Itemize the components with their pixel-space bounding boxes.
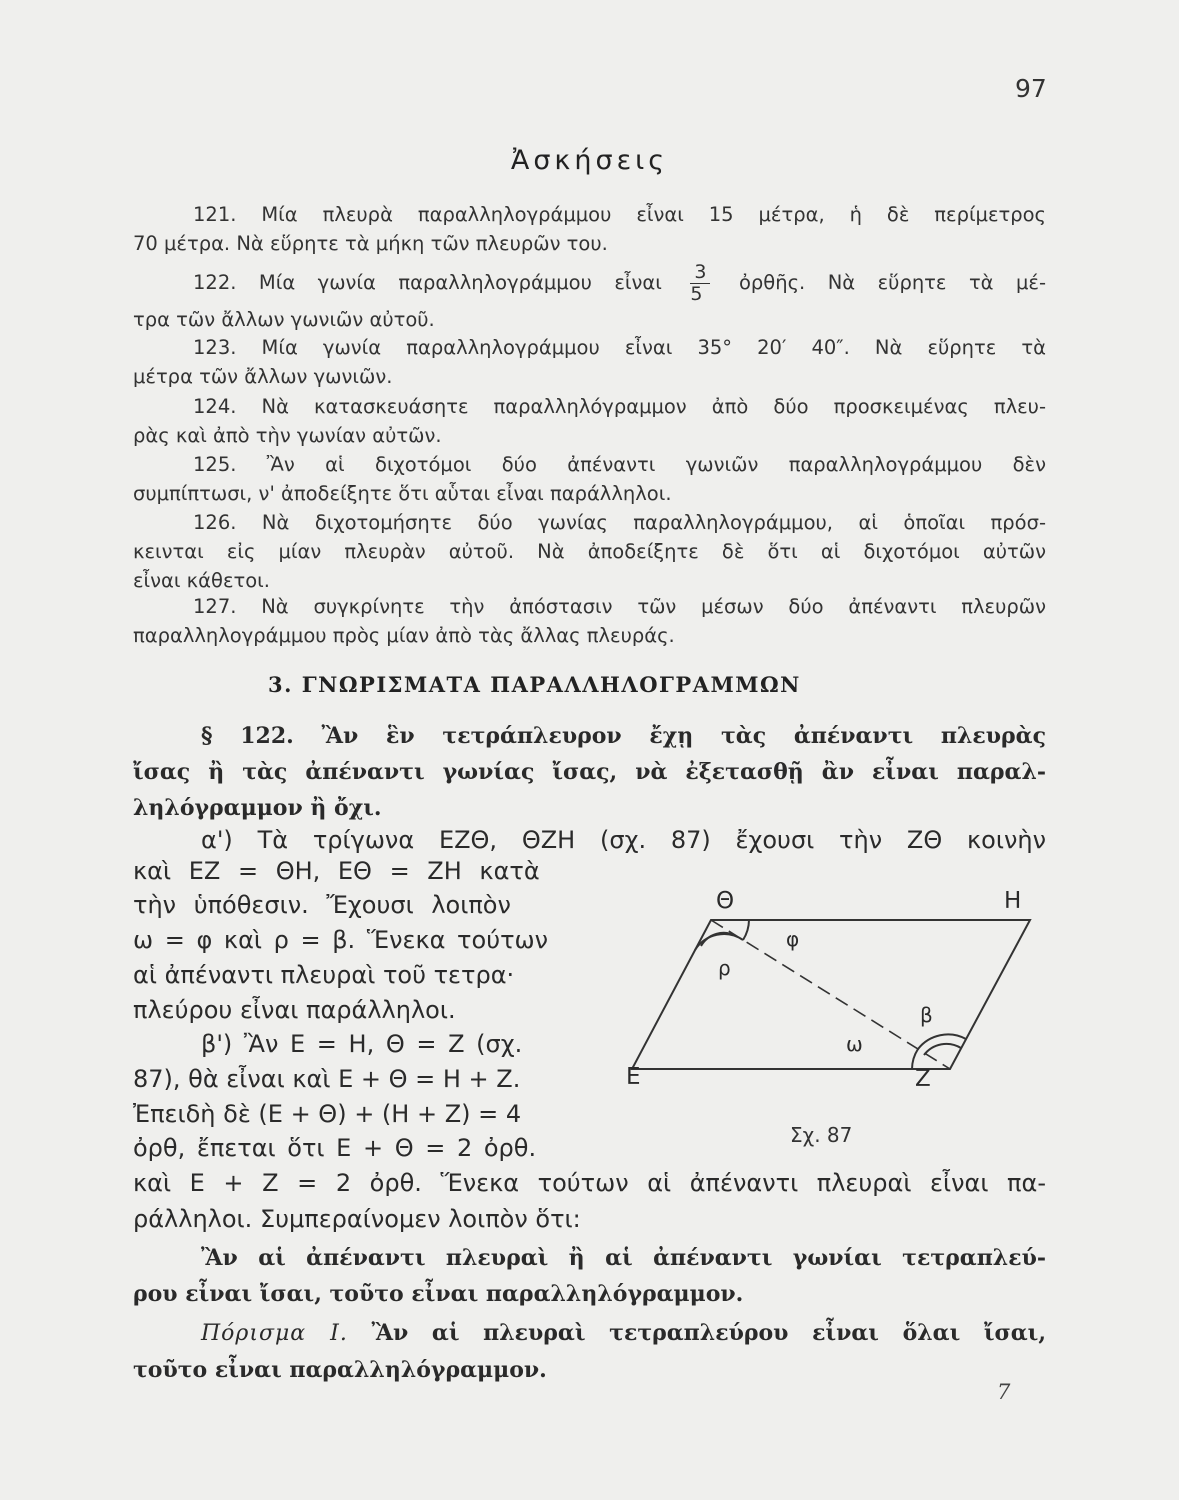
proof-line-a5: αἱ ἀπέναντι πλευραὶ τοῦ τετρα· [133,961,515,989]
exercise-line: 124. Νὰ κατασκευάσητε παραλληλόγραμμον ἀπὸ δύο προσκειμένας πλευ- [193,395,1046,418]
theorem-line: § 122. Ἂν ἓν τετράπλευρον ἔχῃ τὰς ἀπέναντι πλευρὰς [201,723,1046,749]
proof-text: ράλληλοι. Συμπεραίνομεν λοιπὸν ὅτι: [133,1205,581,1233]
proof-text: καὶ Ε + Ζ = 2 ὀρθ. Ἕνεκα τούτων αἱ ἀπέναντι πλευραὶ εἶναι πα- [133,1169,1046,1197]
exercise-line: μέτρα τῶν ἄλλων γωνιῶν. [133,365,393,388]
corollary-text: Ἂν αἱ πλευραὶ τετραπλεύρου εἶναι ὅλαι ἴσαι, [371,1320,1046,1346]
angle-label-beta: β [920,1003,933,1027]
page-number: 97 [1015,74,1047,103]
figure-caption: Σχ. 87 [790,1123,853,1147]
proof-line-b3: Ἐπειδὴ δὲ (Ε + Θ) + (Η + Ζ) = 4 [133,1100,522,1128]
theorem-line: ἴσας ἢ τὰς ἀπέναντι γωνίας ἴσας, νὰ ἐξετασθῇ ἂν εἶναι παραλ- [133,759,1046,785]
fraction-numerator: 3 [690,262,710,284]
conclusion-line: Ἂν αἱ ἀπέναντι πλευραὶ ἢ αἱ ἀπέναντι γωνίαι τετραπλεύ- [201,1245,1046,1271]
exercise-line: 125. Ἂν αἱ διχοτόμοι δύο ἀπέναντι γωνιῶν παραλληλογράμμου δὲν [193,453,1046,476]
angle-label-rho: ρ [718,956,731,980]
angle-label-omega: ω [846,1032,863,1056]
vertex-eta: Η [1004,888,1022,914]
proof-text: α') Τὰ τρίγωνα ΕΖΘ, ΘΖΗ (σχ. 87) ἔχουσι τὴν ΖΘ κοινὴν [201,826,1046,854]
proof-line-b2: 87), θὰ εἶναι καὶ Ε + Θ = Η + Ζ. [133,1065,521,1093]
vertex-theta: Θ [716,888,735,914]
diagonal-theta-zeta [711,920,950,1069]
proof-line-b4: ὀρθ, ἔπεται ὅτι Ε + Θ = 2 ὀρθ. [133,1134,537,1162]
fraction-denominator: 5 [690,283,703,305]
proof-line-a6: πλεύρου εἶναι παράλληλοι. [133,996,456,1024]
proof-line-a4: ω = φ καὶ ρ = β. Ἕνεκα τούτων [133,926,549,954]
exercise-line: 123. Μία γωνία παραλληλογράμμου εἶναι 35° 20′ 40″. Νὰ εὕρητε τὰ [193,336,1046,359]
exercise-text: 122. Μία γωνία παραλληλογράμμου εἶναι [193,271,662,294]
exercise-line: εἶναι κάθετοι. [133,569,270,592]
exercise-line: τρα τῶν ἄλλων γωνιῶν αὐτοῦ. [133,308,435,331]
vertex-epsilon: Ε [626,1064,641,1090]
exercise-line: 126. Νὰ διχοτομήσητε δύο γωνίας παραλληλογράμμου, αἱ ὁποῖαι πρόσ- [193,511,1046,534]
exercise-line: παραλληλογράμμου πρὸς μίαν ἀπὸ τὰς ἄλλας πλευράς. [133,624,675,647]
exercise-line: 121. Μία πλευρὰ παραλληλογράμμου εἶναι 15 μέτρα, ἡ δὲ περίμετρος [193,203,1046,226]
corollary-line: τοῦτο εἶναι παραλληλόγραμμον. [133,1357,547,1383]
section-title: 3. ΓΝΩΡΙΣΜΑΤΑ ΠΑΡΑΛΛΗΛΟΓΡΑΜΜΩΝ [268,672,801,697]
exercise-line: 127. Νὰ συγκρίνητε τὴν ἀπόστασιν τῶν μέσων δύο ἀπέναντι πλευρῶν [193,595,1046,618]
theorem-line: ληλόγραμμον ἢ ὄχι. [133,795,382,821]
angle-arc-beta-inner [924,1044,961,1055]
exercise-text: ὀρθῆς. Νὰ εὕρητε τὰ μέ- [738,271,1047,294]
exercises-heading: Ἀσκήσεις [510,145,669,176]
exercise-line: ρὰς καὶ ἀπὸ τὴν γωνίαν αὐτῶν. [133,424,442,447]
signature-mark: 7 [997,1380,1011,1404]
angle-arc-phi [743,920,749,940]
proof-line-b1: β') Ἂν Ε = Η, Θ = Ζ (σχ. [201,1030,523,1058]
angle-label-phi: φ [786,927,800,951]
proof-line-a2: καὶ ΕΖ = ΘΗ, ΕΘ = ΖΗ κατὰ [133,857,540,885]
exercise-line: 70 μέτρα. Νὰ εὕρητε τὰ μήκη τῶν πλευρῶν του. [133,232,608,255]
proof-line-a3: τὴν ὑπόθεσιν. Ἔχουσι λοιπὸν [133,891,511,919]
parallelogram [632,920,1030,1069]
conclusion-line: ρου εἶναι ἴσαι, τοῦτο εἶναι παραλληλόγραμμον. [133,1281,744,1307]
vertex-zeta: Ζ [915,1066,931,1092]
exercise-line: κεινται εἰς μίαν πλευρὰν αὐτοῦ. Νὰ ἀποδείξητε δὲ ὅτι αἱ διχοτόμοι αὐτῶν [133,540,1046,563]
corollary-label: Πόρισμα I. [201,1321,348,1346]
exercise-line: συμπίπτωσι, ν' ἀποδείξητε ὅτι αὗται εἶναι παράλληλοι. [133,482,672,505]
